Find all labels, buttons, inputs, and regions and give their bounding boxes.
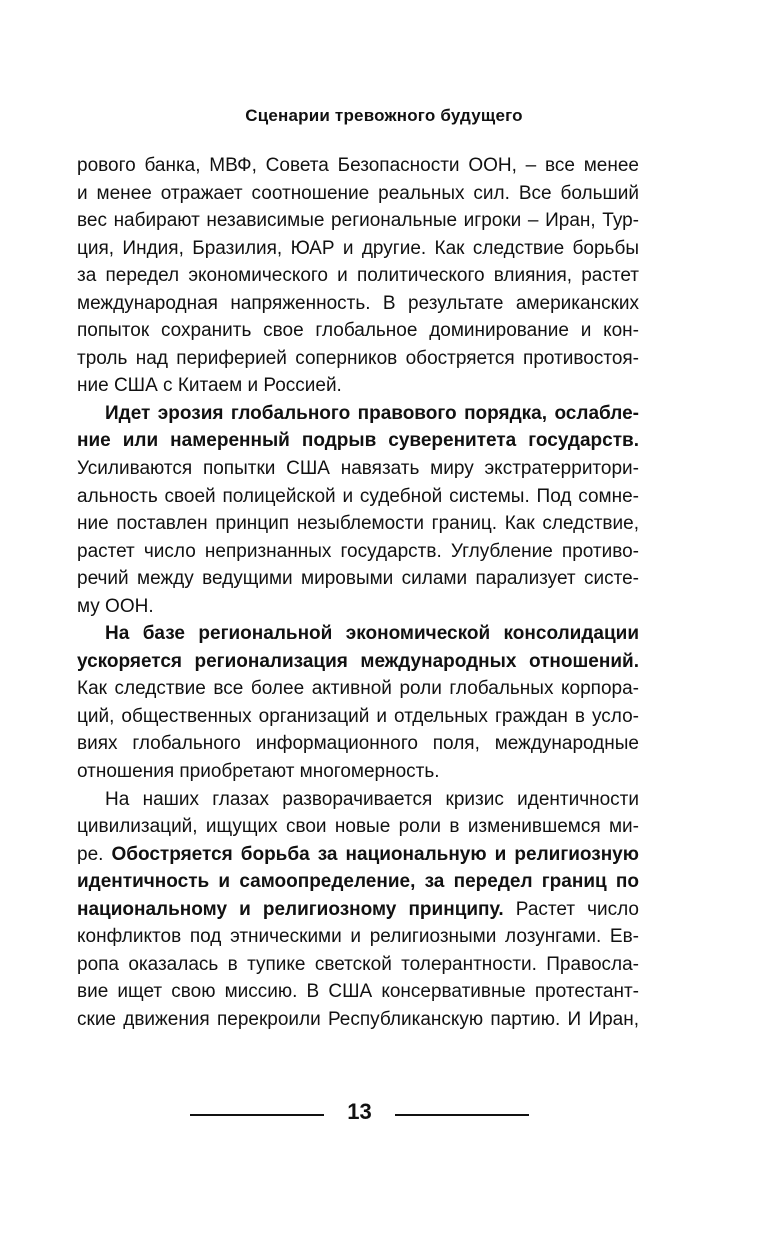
text-line [77, 262, 639, 290]
text-span: На наших глазах разворачивается кризис идентичности [105, 788, 639, 810]
text-line [77, 455, 639, 483]
text-line [77, 868, 639, 896]
text-line [77, 786, 639, 814]
bold-text-span: идентичность и самоопределение, за передел границ по [77, 871, 639, 893]
text-span: цивилизаций, ищущих свои новые роли в изменившемся ми- [77, 816, 639, 838]
text-line [77, 290, 639, 318]
text-span: ропа оказалась в тупике светской толерантности. Правосла- [77, 953, 639, 975]
text-line [77, 593, 639, 621]
text-line [77, 703, 639, 731]
bold-text-span: национальному и религиозному принципу. [77, 898, 504, 920]
text-line [77, 207, 639, 235]
text-line [77, 758, 639, 786]
body-text [77, 152, 639, 1034]
text-span: конфликтов под этническими и религиозными лозунгами. Ев- [77, 926, 639, 948]
text-span: растет число непризнанных государств. Углубление противо- [77, 540, 639, 562]
text-line [77, 675, 639, 703]
text-span: ция, Индия, Бразилия, ЮАР и другие. Как следствие борьбы [77, 237, 639, 259]
text-span: ние США с Китаем и Россией. [77, 375, 342, 397]
text-span: речий между ведущими мировыми силами парализует систе- [77, 568, 639, 590]
text-span: за передел экономического и политического влияния, растет [77, 265, 639, 287]
text-line [77, 152, 639, 180]
text-line [77, 648, 639, 676]
text-span: троль над периферией соперников обостряется противостоя- [77, 347, 639, 369]
text-span: и менее отражает соотношение реальных сил. Все больший [77, 182, 639, 204]
text-line [77, 345, 639, 373]
text-span: отношения приобретают многомерность. [77, 761, 440, 783]
bold-text-span: Идет эрозия глобального правового порядка, ослабле- [105, 402, 639, 424]
text-span: Усиливаются попытки США навязать миру экстратерритори- [77, 458, 639, 480]
text-line [77, 1006, 639, 1034]
text-span: вие ищет свою миссию. В США консервативные протестант- [77, 981, 639, 1003]
text-line [77, 483, 639, 511]
running-header: Сценарии тревожного будущего [245, 106, 523, 125]
text-span: виях глобального информационного поля, международные [77, 733, 639, 755]
text-line [77, 620, 639, 648]
bold-text-span: На базе региональной экономической консолидации [105, 623, 639, 645]
page-number: 13 [347, 1099, 372, 1124]
text-line [77, 951, 639, 979]
bold-text-span: ускоряется регионализация международных отношений. [77, 650, 639, 672]
text-line [77, 538, 639, 566]
text-line [77, 730, 639, 758]
text-span: рового банка, МВФ, Совета Безопасности ООН, – все менее [77, 155, 639, 176]
text-line [77, 400, 639, 428]
bold-text-span: Обостряется борьба за национальную и религиозную [111, 843, 639, 865]
text-span: международная напряженность. В результате американских [77, 292, 639, 314]
text-line [77, 372, 639, 400]
text-line [77, 510, 639, 538]
text-line [77, 317, 639, 345]
footer-rule-right [395, 1114, 529, 1116]
text-span: попыток сохранить свое глобальное доминирование и кон- [77, 320, 639, 342]
text-line [77, 235, 639, 263]
footer-rule-left [190, 1114, 324, 1116]
text-span: му ООН. [77, 595, 154, 617]
text-line [77, 923, 639, 951]
text-line [77, 427, 639, 455]
text-line [77, 565, 639, 593]
text-span: Растет число [503, 898, 639, 920]
text-line [77, 813, 639, 841]
text-line [77, 180, 639, 208]
text-line [77, 896, 639, 924]
text-span: вес набирают независимые региональные игроки – Иран, Тур- [77, 210, 639, 232]
page-footer [0, 1095, 768, 1135]
text-line [77, 978, 639, 1006]
text-span: ре. [77, 843, 112, 865]
text-span: ние поставлен принцип незыблемости границ. Как следствие, [77, 513, 639, 535]
text-span: ские движения перекроили Республиканскую партию. И Иран, [77, 1008, 639, 1030]
bold-text-span: ние или намеренный подрыв суверенитета государств. [77, 430, 639, 452]
text-line [77, 841, 639, 869]
text-span: ций, общественных организаций и отдельных граждан в усло- [77, 705, 639, 727]
text-span: альность своей полицейской и судебной системы. Под сомне- [77, 485, 639, 507]
text-span: Как следствие все более активной роли глобальных корпора- [77, 678, 639, 700]
